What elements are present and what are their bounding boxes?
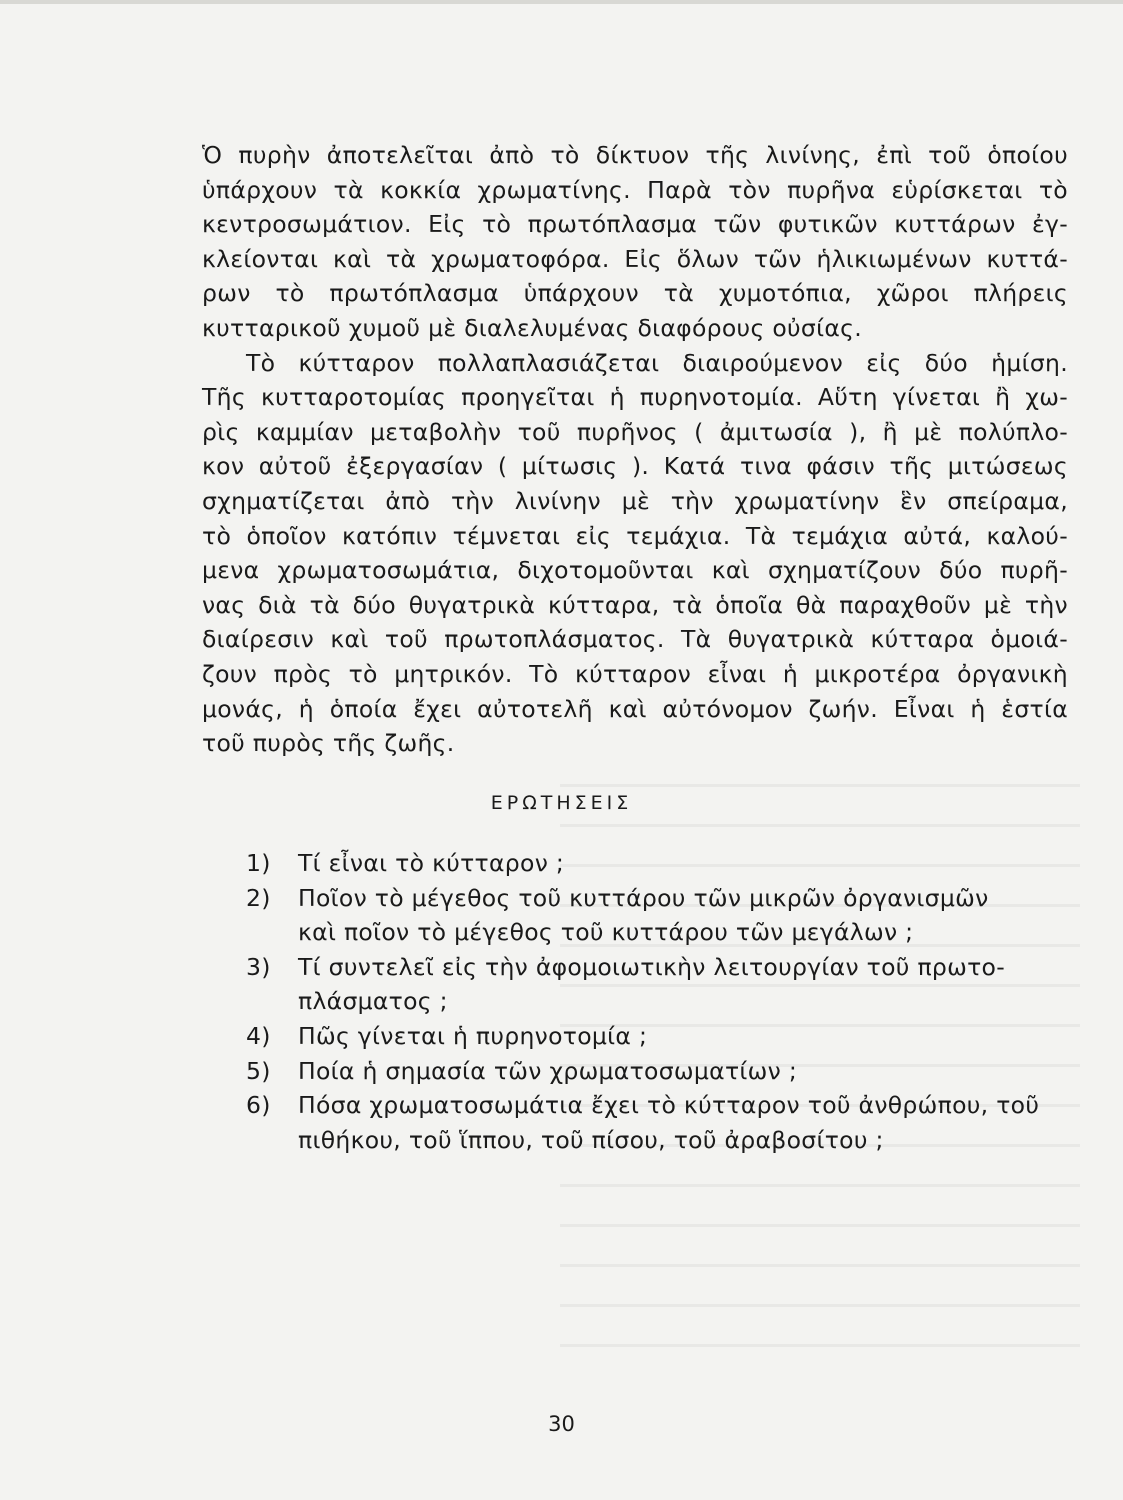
paragraph-nucleus [202, 138, 1068, 346]
question-item [246, 846, 1076, 881]
text-line: νας διὰ τὰ δύο θυγατρικὰ κύτταρα, τὰ ὁποῖα θὰ παραχθοῦν μὲ τὴν [202, 590, 1068, 619]
question-text [298, 950, 1076, 1019]
question-number: 2) [246, 883, 271, 912]
text-line: ρὶς καμμίαν μεταβολὴν τοῦ πυρῆνος ( ἀμιτωσία ), ἢ μὲ πολύπλο- [202, 417, 1068, 446]
question-line: Ποία ἡ σημασία τῶν χρωματοσωματίων ; [298, 1056, 798, 1085]
text-line: κον αὐτοῦ ἐξεργασίαν ( μίτωσις ). Κατά τινα φάσιν τῆς μιτώσεως [202, 452, 1068, 481]
text-line: ρων τὸ πρωτόπλασμα ὑπάρχουν τὰ χυμοτόπια, χῶροι πλήρεις [202, 279, 1068, 308]
question-text [298, 1019, 1076, 1054]
question-text [298, 881, 1076, 950]
question-item [246, 1019, 1076, 1054]
question-text [298, 1054, 1076, 1089]
question-number: 5) [246, 1056, 271, 1085]
paragraph-cell-division [202, 346, 1068, 761]
question-line: Ποῖον τὸ μέγεθος τοῦ κυττάρου τῶν μικρῶν ὀργανισμῶν [298, 883, 989, 912]
question-line: πιθήκου, τοῦ ἵππου, τοῦ πίσου, τοῦ ἀραβοσίτου ; [298, 1125, 884, 1154]
question-line: Πόσα χρωματοσωμάτια ἔχει τὸ κύτταρον τοῦ ἀνθρώπου, τοῦ [298, 1091, 1040, 1120]
question-number: 6) [246, 1091, 271, 1120]
text-line: κεντροσωμάτιον. Εἰς τὸ πρωτόπλασμα τῶν φυτικῶν κυττάρων ἐγ- [202, 210, 1068, 239]
text-line: Τὸ κύτταρον πολλαπλασιάζεται διαιρούμενον εἰς δύο ἡμίση. [246, 348, 1068, 377]
question-number: 3) [246, 952, 271, 981]
text-line: ὑπάρχουν τὰ κοκκία χρωματίνης. Παρὰ τὸν πυρῆνα εὑρίσκεται τὸ [202, 175, 1068, 204]
question-item [246, 881, 1076, 950]
question-item [246, 950, 1076, 1019]
text-line: διαίρεσιν καὶ τοῦ πρωτοπλάσματος. Τὰ θυγατρικὰ κύτταρα ὁμοιά- [202, 625, 1068, 654]
text-line: Ὁ πυρὴν ἀποτελεῖται ἀπὸ τὸ δίκτυον τῆς λινίνης, ἐπὶ τοῦ ὁποίου [202, 141, 1068, 169]
page-number: 30 [548, 1412, 575, 1436]
question-text [298, 1088, 1076, 1157]
question-line: Πῶς γίνεται ἡ πυρηνοτομία ; [298, 1021, 648, 1050]
questions-heading: ΕΡΩΤΗΣΕΙΣ [490, 792, 633, 814]
question-line: Τί εἶναι τὸ κύτταρον ; [298, 849, 565, 877]
question-line: πλάσματος ; [298, 987, 448, 1016]
text-line: σχηματίζεται ἀπὸ τὴν λινίνην μὲ τὴν χρωματίνην ἓν σπείραμα, [202, 486, 1068, 515]
question-item [246, 1054, 1076, 1089]
text-line: Τῆς κυτταροτομίας προηγεῖται ἡ πυρηνοτομία. Αὕτη γίνεται ἢ χω- [202, 383, 1068, 412]
text-line: μενα χρωματοσωμάτια, διχοτομοῦνται καὶ σχηματίζουν δύο πυρῆ- [202, 556, 1068, 585]
body-text [202, 138, 1068, 761]
page-top-edge [0, 0, 1123, 4]
question-text [298, 846, 1076, 881]
questions-list [246, 846, 1076, 1157]
question-number: 4) [246, 1021, 271, 1050]
question-item [246, 1088, 1076, 1157]
text-line: ζουν πρὸς τὸ μητρικόν. Τὸ κύτταρον εἶναι ἡ μικροτέρα ὀργανικὴ [202, 659, 1068, 688]
text-line: μονάς, ἡ ὁποία ἔχει αὐτοτελῆ καὶ αὐτόνομον ζωήν. Εἶναι ἡ ἑστία [202, 694, 1068, 723]
question-number: 1) [246, 849, 271, 877]
text-line: κλείονται καὶ τὰ χρωματοφόρα. Εἰς ὅλων τῶν ἡλικιωμένων κυττά- [202, 244, 1068, 273]
text-line: κυτταρικοῦ χυμοῦ μὲ διαλελυμένας διαφόρους οὐσίας. [202, 313, 862, 342]
text-line: τοῦ πυρὸς τῆς ζωῆς. [202, 729, 455, 758]
question-line: καὶ ποῖον τὸ μέγεθος τοῦ κυττάρου τῶν μεγάλων ; [298, 918, 914, 947]
question-line: Τί συντελεῖ εἰς τὴν ἀφομοιωτικὴν λειτουργίαν τοῦ πρωτο- [298, 952, 1005, 981]
text-line: τὸ ὁποῖον κατόπιν τέμνεται εἰς τεμάχια. Τὰ τεμάχια αὐτά, καλού- [202, 521, 1068, 550]
